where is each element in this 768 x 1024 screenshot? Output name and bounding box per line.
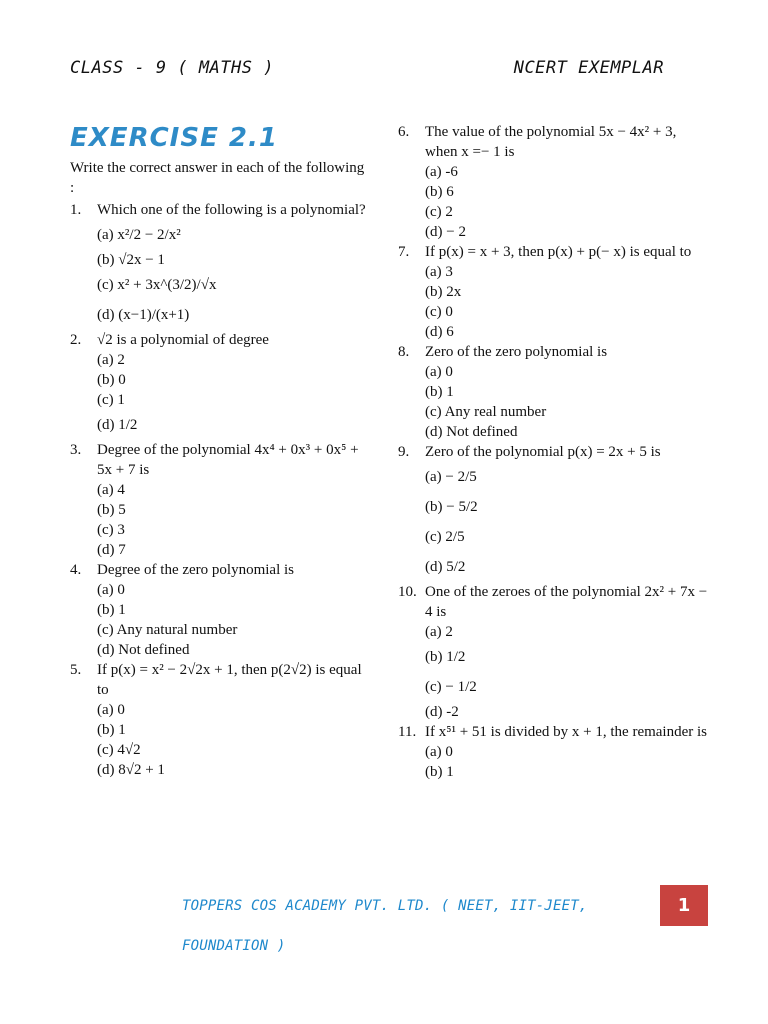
right-column xyxy=(398,122,708,782)
header-class-title: CLASS - 9 ( MATHS ) xyxy=(70,58,274,78)
option: (b) 0 xyxy=(97,372,126,388)
question-text: If x⁵¹ + 51 is divided by x + 1, the remainder is xyxy=(425,724,708,740)
option: (c) 1 xyxy=(97,392,125,408)
option: (d) 5/2 xyxy=(425,559,466,575)
option: (b) 1 xyxy=(425,384,454,400)
question-text: Degree of the polynomial 4x⁴ + 0x³ + 0x⁵ + 5x + 7 is xyxy=(97,442,359,478)
option: (c) − 1/2 xyxy=(425,679,477,695)
option: (a) 3 xyxy=(425,264,453,280)
option: (c) Any natural number xyxy=(97,622,238,638)
question-6 xyxy=(398,122,708,242)
footer-academy-name: TOPPERS COS ACADEMY PVT. LTD. ( NEET, IIT-JEET, FOUNDATION ) xyxy=(182,898,588,954)
question-text: Zero of the polynomial p(x) = 2x + 5 is xyxy=(425,444,661,460)
option: (b) 5 xyxy=(97,502,126,518)
option: (a) 2 xyxy=(97,352,125,368)
question-number: 9. xyxy=(398,444,410,460)
question-number: 1. xyxy=(70,202,82,218)
option: (a) 0 xyxy=(425,364,453,380)
option: (d) 1/2 xyxy=(97,417,138,433)
question-number: 5. xyxy=(70,662,82,678)
question-text: Which one of the following is a polynomial? xyxy=(97,202,366,218)
question-number: 7. xyxy=(398,244,410,260)
option: (b) 1 xyxy=(97,602,126,618)
option: (b) 6 xyxy=(425,184,454,200)
question-number: 8. xyxy=(398,344,410,360)
option: (b) − 5/2 xyxy=(425,499,478,515)
option: (b) 2x xyxy=(425,284,462,300)
option: (d) Not defined xyxy=(97,642,190,658)
question-number: 10. xyxy=(398,584,417,600)
question-number: 4. xyxy=(70,562,82,578)
option: (a) 4 xyxy=(97,482,125,498)
question-10 xyxy=(398,582,708,722)
question-4 xyxy=(70,560,370,660)
option: (d) − 2 xyxy=(425,224,466,240)
option: (d) 6 xyxy=(425,324,454,340)
option: (b) 1/2 xyxy=(425,649,466,665)
question-8 xyxy=(398,342,708,442)
option: (b) √2x − 1 xyxy=(97,252,165,268)
option: (d) 8√2 + 1 xyxy=(97,762,165,778)
question-1 xyxy=(70,200,370,330)
option: (a) x²/2 − 2/x² xyxy=(97,227,181,243)
question-3 xyxy=(70,440,370,560)
option: (b) 1 xyxy=(425,764,454,780)
question-2 xyxy=(70,330,370,440)
option: (c) 0 xyxy=(425,304,453,320)
option: (d) Not defined xyxy=(425,424,518,440)
question-5 xyxy=(70,660,370,780)
option: (d) (x−1)/(x+1) xyxy=(97,307,190,323)
option: (d) 7 xyxy=(97,542,126,558)
left-column xyxy=(70,123,370,780)
question-text: If p(x) = x + 3, then p(x) + p(− x) is equal to xyxy=(425,244,692,260)
option: (a) − 2/5 xyxy=(425,469,477,485)
question-text: Degree of the zero polynomial is xyxy=(97,562,295,578)
question-text: √2 is a polynomial of degree xyxy=(97,332,269,348)
question-text: One of the zeroes of the polynomial 2x² + 7x − 4 is xyxy=(425,584,708,620)
option: (c) 4√2 xyxy=(97,742,141,758)
option: (c) Any real number xyxy=(425,404,547,420)
question-text: If p(x) = x² − 2√2x + 1, then p(2√2) is equal to xyxy=(97,662,362,698)
option: (c) x² + 3x^(3/2)/√x xyxy=(97,277,217,293)
option: (c) 2/5 xyxy=(425,529,465,545)
option: (b) 1 xyxy=(97,722,126,738)
question-9 xyxy=(398,442,708,582)
option: (d) -2 xyxy=(425,704,459,720)
option: (a) 2 xyxy=(425,624,453,640)
question-number: 3. xyxy=(70,442,82,458)
option: (a) 0 xyxy=(425,744,453,760)
question-text: Zero of the zero polynomial is xyxy=(425,344,608,360)
question-number: 2. xyxy=(70,332,82,348)
question-text: The value of the polynomial 5x − 4x² + 3, when x =− 1 is xyxy=(425,124,677,160)
exercise-title: EXERCISE 2.1 xyxy=(70,123,278,153)
page-number: 1 xyxy=(660,885,708,926)
header-ncert-exemplar: NCERT EXEMPLAR xyxy=(513,58,664,78)
option: (a) 0 xyxy=(97,582,125,598)
question-7 xyxy=(398,242,708,342)
question-number: 11. xyxy=(398,724,417,740)
exercise-intro: Write the correct answer in each of the following : xyxy=(70,160,365,196)
option: (c) 3 xyxy=(97,522,125,538)
question-number: 6. xyxy=(398,124,410,140)
question-11 xyxy=(398,722,708,782)
option: (c) 2 xyxy=(425,204,453,220)
option: (a) -6 xyxy=(425,164,458,180)
option: (a) 0 xyxy=(97,702,125,718)
